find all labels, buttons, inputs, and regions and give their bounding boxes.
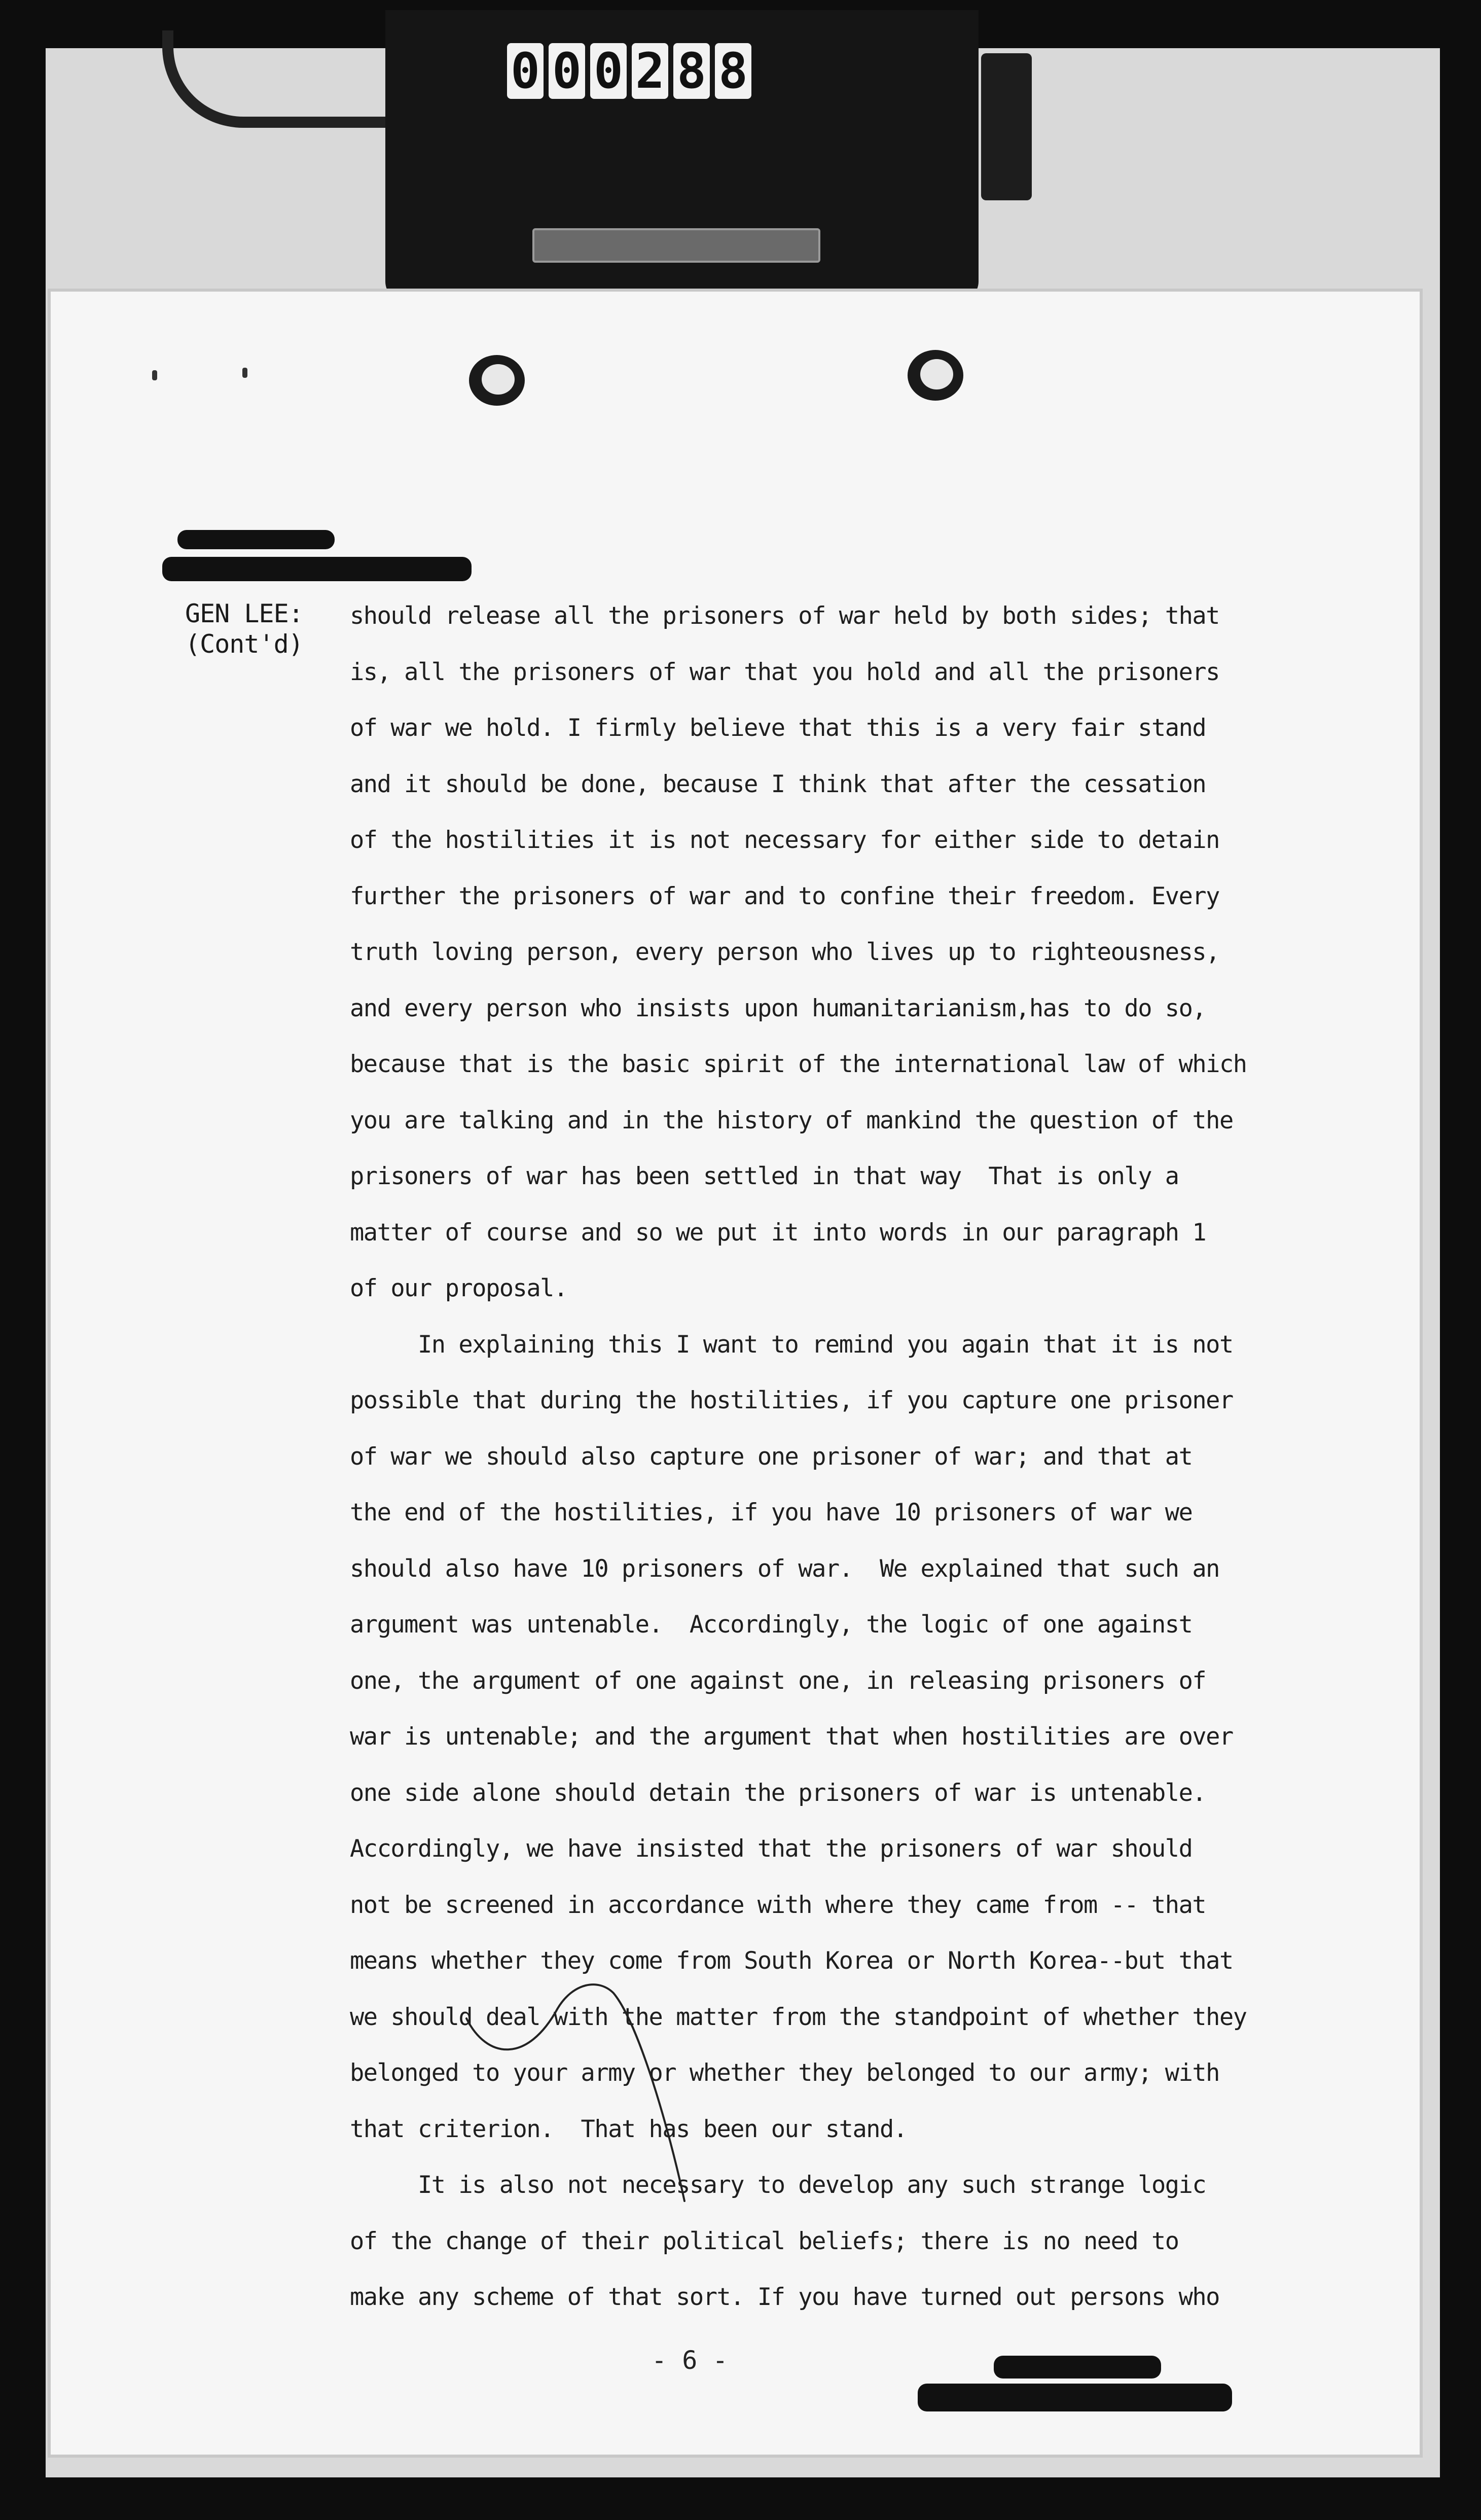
speaker-name: GEN LEE: (185, 599, 303, 628)
text-line: because that is the basic spirit of the international law of which (350, 1050, 1247, 1078)
redaction-bar (162, 557, 472, 581)
text-line: is, all the prisoners of war that you hold and all the prisoners (350, 658, 1219, 686)
text-line: you are talking and in the history of mankind the question of the (350, 1106, 1233, 1134)
frame-counter-digits (507, 43, 751, 99)
text-line: further the prisoners of war and to confine their freedom. Every (350, 882, 1219, 910)
speaker-label (185, 598, 303, 659)
ink-speck (242, 368, 247, 378)
text-line: one, the argument of one against one, in releasing prisoners of (350, 1666, 1206, 1695)
redaction-bar (177, 530, 335, 549)
text-line: possible that during the hostilities, if you capture one prisoner (350, 1387, 1233, 1414)
text-line: of war we should also capture one prisoner of war; and that at (350, 1442, 1193, 1471)
text-line: war is untenable; and the argument that when hostilities are over (350, 1723, 1233, 1751)
counter-digit: 0 (590, 43, 627, 99)
text-line: should release all the prisoners of war held by both sides; that (350, 602, 1219, 630)
text-line: should also have 10 prisoners of war. We explained that such an (350, 1554, 1219, 1583)
text-line: not be screened in accordance with where they came from -- that (350, 1891, 1206, 1919)
speaker-continued: (Cont'd) (185, 629, 303, 659)
counter-plate (532, 228, 820, 263)
text-line: In explaining this I want to remind you again that it is not (350, 1330, 1233, 1359)
page-number: - 6 - (652, 2346, 728, 2375)
punch-hole (469, 355, 525, 406)
counter-digit: 8 (673, 43, 710, 99)
punch-hole (908, 350, 963, 401)
text-line: of the hostilities it is not necessary for either side to detain (350, 826, 1219, 854)
counter-digit: 8 (715, 43, 751, 99)
text-line: we should deal with the matter from the standpoint of whether they (350, 2003, 1247, 2031)
text-line: that criterion. That has been our stand. (350, 2115, 907, 2143)
counter-digit: 0 (507, 43, 544, 99)
text-line: and every person who insists upon humanitarianism,has to do so, (350, 994, 1206, 1022)
counter-knob (981, 53, 1032, 200)
text-line: prisoners of war has been settled in that way That is only a (350, 1162, 1179, 1190)
text-line: make any scheme of that sort. If you have turned out persons who (350, 2283, 1219, 2311)
counter-digit: 0 (549, 43, 585, 99)
text-line: and it should be done, because I think that after the cessation (350, 770, 1206, 798)
pen-stroke-mark (456, 1978, 771, 2206)
text-line: truth loving person, every person who lives up to righteousness, (350, 938, 1219, 966)
text-line: of war we hold. I firmly believe that this is a very fair stand (350, 714, 1206, 742)
text-line: of our proposal. (350, 1274, 567, 1302)
redaction-bar (994, 2356, 1161, 2379)
counter-cable (162, 30, 407, 128)
text-line: belonged to your army or whether they belonged to our army; with (350, 2059, 1219, 2087)
text-line: one side alone should detain the prisoners of war is untenable. (350, 1779, 1206, 1807)
text-line: means whether they come from South Korea or North Korea--but that (350, 1947, 1233, 1975)
text-line: the end of the hostilities, if you have 10 prisoners of war we (350, 1499, 1193, 1527)
text-line: of the change of their political beliefs; there is no need to (350, 2227, 1179, 2255)
text-line: matter of course and so we put it into words in our paragraph 1 (350, 1218, 1206, 1247)
redaction-bar (918, 2384, 1232, 2411)
text-line: Accordingly, we have insisted that the prisoners of war should (350, 1835, 1193, 1863)
counter-digit: 2 (632, 43, 668, 99)
ink-speck (152, 370, 157, 380)
text-line: It is also not necessary to develop any such strange logic (350, 2171, 1206, 2199)
text-line: argument was untenable. Accordingly, the logic of one against (350, 1611, 1193, 1639)
